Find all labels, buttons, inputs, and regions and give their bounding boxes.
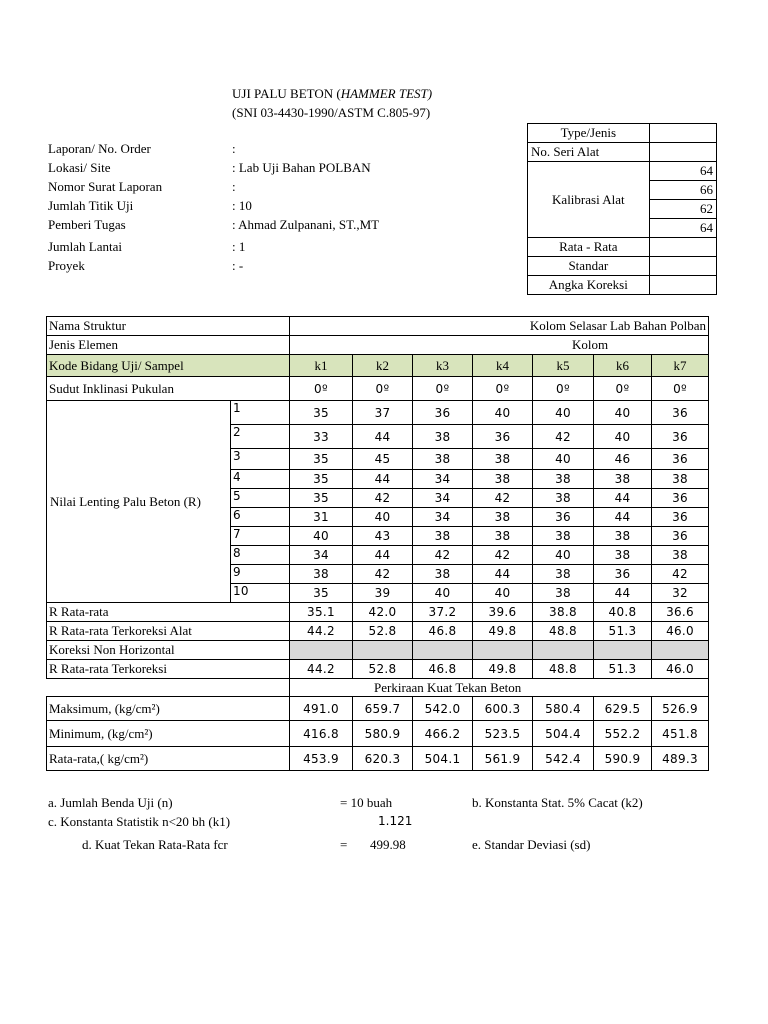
- element-value: Kolom: [290, 336, 709, 355]
- rebound-value: 38: [594, 527, 652, 546]
- struct-value: Kolom Selasar Lab Bahan Polban: [290, 317, 709, 336]
- non-horizontal-value: [413, 641, 473, 660]
- r-avg-value: 35.1: [290, 603, 353, 622]
- standard-value: [649, 257, 716, 276]
- reading-number: 3: [231, 449, 290, 470]
- sample-code: k2: [353, 355, 413, 377]
- k1-value: 1.121: [378, 814, 413, 828]
- rebound-value: 35: [290, 470, 353, 489]
- rebound-value: 40: [290, 527, 353, 546]
- min-strength-value: 580.9: [353, 721, 413, 747]
- rebound-value: 36: [652, 401, 709, 425]
- k2-label: b. Konstanta Stat. 5% Cacat (k2): [472, 795, 643, 810]
- angle-label: Sudut Inklinasi Pukulan: [47, 377, 290, 401]
- r-avg-corr-value: 46.0: [652, 660, 709, 679]
- report-title: [232, 86, 432, 102]
- rebound-value: 35: [290, 489, 353, 508]
- sample-code: k1: [290, 355, 353, 377]
- rebound-value: 46: [594, 449, 652, 470]
- rebound-value: 42: [413, 546, 473, 565]
- reading-number: 7: [231, 527, 290, 546]
- rebound-value: 36: [652, 489, 709, 508]
- rebound-value: 36: [652, 508, 709, 527]
- non-horizontal-value: [290, 641, 353, 660]
- rebound-value: 32: [652, 584, 709, 603]
- rebound-value: 36: [652, 449, 709, 470]
- correction-value: [649, 276, 716, 295]
- rebound-value: 38: [413, 565, 473, 584]
- reading-number: 8: [231, 546, 290, 565]
- table-row: [47, 747, 709, 771]
- rebound-value: 43: [353, 527, 413, 546]
- info-label-order: Laporan/ No. Order: [48, 141, 151, 156]
- info-label-site: Lokasi/ Site: [48, 160, 111, 175]
- min-strength-value: 504.4: [533, 721, 594, 747]
- mean-strength-value: 453.9: [290, 747, 353, 771]
- table-row: [47, 355, 709, 377]
- non-horizontal-value: [594, 641, 652, 660]
- r-avg-corr-label: R Rata-rata Terkoreksi: [47, 660, 290, 679]
- table-row: [47, 641, 709, 660]
- info-value-order: :: [232, 141, 236, 156]
- rebound-value: 38: [413, 527, 473, 546]
- estimate-header: Perkiraan Kuat Tekan Beton: [290, 679, 709, 697]
- rebound-value: 38: [413, 449, 473, 470]
- info-value-site: : Lab Uji Bahan POLBAN: [232, 160, 371, 175]
- std-dev-label: e. Standar Deviasi (sd): [472, 837, 591, 852]
- rebound-value: 31: [290, 508, 353, 527]
- rebound-value: 34: [413, 470, 473, 489]
- rebound-value: 42: [533, 425, 594, 449]
- rebound-value: 40: [353, 508, 413, 527]
- rebound-value: 38: [473, 527, 533, 546]
- rebound-value: 35: [290, 401, 353, 425]
- estimate-header-spacer: [47, 679, 290, 697]
- calibration-value: 64: [649, 162, 716, 181]
- max-strength-value: 600.3: [473, 697, 533, 721]
- fcr-label: d. Kuat Tekan Rata-Rata fcr: [82, 837, 228, 852]
- rebound-value: 40: [594, 401, 652, 425]
- table-row: [47, 603, 709, 622]
- table-row: [47, 721, 709, 747]
- rebound-value: 38: [652, 546, 709, 565]
- r-avg-corr-value: 51.3: [594, 660, 652, 679]
- rebound-value: 42: [652, 565, 709, 584]
- info-label-floors: Jumlah Lantai: [48, 239, 123, 254]
- rebound-value: 45: [353, 449, 413, 470]
- r-avg-corr-value: 48.8: [533, 660, 594, 679]
- rebound-value: 38: [594, 546, 652, 565]
- rebound-value: 35: [290, 449, 353, 470]
- reading-number: 1: [231, 401, 290, 425]
- rebound-value: 38: [652, 470, 709, 489]
- r-avg-value: 42.0: [353, 603, 413, 622]
- min-strength-value: 416.8: [290, 721, 353, 747]
- reading-number: 6: [231, 508, 290, 527]
- rebound-value: 39: [353, 584, 413, 603]
- sample-code: k4: [473, 355, 533, 377]
- reading-number: 2: [231, 425, 290, 449]
- rebound-value: 36: [533, 508, 594, 527]
- rebound-value: 36: [652, 527, 709, 546]
- rebound-value: 37: [353, 401, 413, 425]
- table-row: [47, 377, 709, 401]
- rebound-value: 44: [594, 489, 652, 508]
- rebound-value: 44: [353, 425, 413, 449]
- calibration-label: Kalibrasi Alat: [528, 162, 650, 238]
- rebound-value: 38: [473, 470, 533, 489]
- rebound-value: 34: [290, 546, 353, 565]
- reading-number: 5: [231, 489, 290, 508]
- sample-code: k7: [652, 355, 709, 377]
- rebound-value: 36: [473, 425, 533, 449]
- table-row: [47, 336, 709, 355]
- info-value-points: : 10: [232, 198, 252, 213]
- sample-code: k3: [413, 355, 473, 377]
- max-strength-value: 659.7: [353, 697, 413, 721]
- r-avg-corr-tool-value: 46.0: [652, 622, 709, 641]
- code-label: Kode Bidang Uji/ Sampel: [47, 355, 290, 377]
- max-strength-value: 629.5: [594, 697, 652, 721]
- info-label-project: Proyek: [48, 258, 85, 273]
- r-avg-corr-value: 44.2: [290, 660, 353, 679]
- r-avg-value: 39.6: [473, 603, 533, 622]
- rebound-value: 44: [353, 546, 413, 565]
- mean-strength-value: 561.9: [473, 747, 533, 771]
- element-label: Jenis Elemen: [47, 336, 290, 355]
- rebound-value: 44: [594, 508, 652, 527]
- min-strength-value: 451.8: [652, 721, 709, 747]
- calibration-value: 62: [649, 200, 716, 219]
- max-strength-value: 491.0: [290, 697, 353, 721]
- calibration-value: 66: [649, 181, 716, 200]
- info-value-assigner: : Ahmad Zulpanani, ST.,MT: [232, 217, 380, 232]
- r-avg-corr-value: 49.8: [473, 660, 533, 679]
- rebound-value: 38: [473, 508, 533, 527]
- min-strength-value: 466.2: [413, 721, 473, 747]
- average-label: Rata - Rata: [528, 238, 650, 257]
- mean-strength-label: Rata-rata,( kg/cm²): [47, 747, 290, 771]
- angle-value: 0º: [533, 377, 594, 401]
- angle-value: 0º: [473, 377, 533, 401]
- reading-number: 4: [231, 470, 290, 489]
- r-avg-corr-tool-value: 49.8: [473, 622, 533, 641]
- calibration-value: 64: [649, 219, 716, 238]
- serial-value: [649, 143, 716, 162]
- fcr-value: 499.98: [370, 837, 406, 852]
- max-strength-value: 526.9: [652, 697, 709, 721]
- rebound-value: 38: [533, 527, 594, 546]
- rebound-value: 44: [353, 470, 413, 489]
- table-row: [47, 317, 709, 336]
- rebound-value: 40: [533, 449, 594, 470]
- table-row: [47, 660, 709, 679]
- sample-count-value: = 10 buah: [340, 795, 393, 810]
- info-value-floors: : 1: [232, 239, 246, 254]
- r-avg-corr-value: 46.8: [413, 660, 473, 679]
- fcr-equals: =: [340, 837, 348, 852]
- non-horizontal-value: [473, 641, 533, 660]
- table-row: [47, 622, 709, 641]
- rebound-value: 38: [533, 565, 594, 584]
- angle-value: 0º: [413, 377, 473, 401]
- mean-strength-value: 542.4: [533, 747, 594, 771]
- reading-number: 10: [231, 584, 290, 603]
- non-horizontal-value: [652, 641, 709, 660]
- average-value: [649, 238, 716, 257]
- non-horizontal-value: [533, 641, 594, 660]
- r-avg-corr-tool-value: 48.8: [533, 622, 594, 641]
- angle-value: 0º: [353, 377, 413, 401]
- rebound-value: 34: [413, 508, 473, 527]
- info-value-letter: :: [232, 179, 236, 194]
- title-text: UJI PALU BETON (: [232, 86, 341, 101]
- r-avg-corr-tool-value: 44.2: [290, 622, 353, 641]
- mean-strength-value: 489.3: [652, 747, 709, 771]
- mean-strength-value: 620.3: [353, 747, 413, 771]
- mean-strength-value: 504.1: [413, 747, 473, 771]
- rebound-value: 38: [594, 470, 652, 489]
- info-label-assigner: Pemberi Tugas: [48, 217, 126, 232]
- rebound-value: 36: [413, 401, 473, 425]
- r-avg-corr-value: 52.8: [353, 660, 413, 679]
- rebound-value: 40: [413, 584, 473, 603]
- serial-label: No. Seri Alat: [528, 143, 650, 162]
- rebound-value: 40: [473, 401, 533, 425]
- rebound-value: 34: [413, 489, 473, 508]
- rebound-value: 40: [594, 425, 652, 449]
- table-row: [47, 697, 709, 721]
- standard-label: Standar: [528, 257, 650, 276]
- info-label-letter: Nomor Surat Laporan: [48, 179, 163, 194]
- calibration-box: [527, 123, 713, 295]
- type-label: Type/Jenis: [528, 124, 650, 143]
- rebound-value: 44: [594, 584, 652, 603]
- max-strength-value: 580.4: [533, 697, 594, 721]
- rebound-value: 44: [473, 565, 533, 584]
- r-avg-corr-tool-value: 46.8: [413, 622, 473, 641]
- r-avg-corr-tool-label: R Rata-rata Terkoreksi Alat: [47, 622, 290, 641]
- title-italic-text: HAMMER TEST): [340, 86, 433, 101]
- report-standard: (SNI 03-4430-1990/ASTM C.805-97): [232, 105, 431, 120]
- r-avg-value: 38.8: [533, 603, 594, 622]
- rebound-value: 38: [290, 565, 353, 584]
- mean-strength-value: 590.9: [594, 747, 652, 771]
- r-avg-label: R Rata-rata: [47, 603, 290, 622]
- rebound-value: 38: [533, 470, 594, 489]
- min-strength-label: Minimum, (kg/cm²): [47, 721, 290, 747]
- angle-value: 0º: [652, 377, 709, 401]
- sample-code: k5: [533, 355, 594, 377]
- r-avg-value: 37.2: [413, 603, 473, 622]
- rebound-value: 40: [473, 584, 533, 603]
- struct-label: Nama Struktur: [47, 317, 290, 336]
- max-strength-label: Maksimum, (kg/cm²): [47, 697, 290, 721]
- table-row: [47, 401, 709, 425]
- r-avg-value: 40.8: [594, 603, 652, 622]
- r-avg-value: 36.6: [652, 603, 709, 622]
- non-horizontal-value: [353, 641, 413, 660]
- rebound-value: 42: [473, 489, 533, 508]
- r-avg-corr-tool-value: 51.3: [594, 622, 652, 641]
- rebound-value: 36: [594, 565, 652, 584]
- reading-number: 9: [231, 565, 290, 584]
- hammer-test-table: [46, 316, 708, 771]
- table-row: [47, 679, 709, 697]
- r-avg-corr-tool-value: 52.8: [353, 622, 413, 641]
- rebound-value: 40: [533, 401, 594, 425]
- rebound-value: 38: [473, 449, 533, 470]
- correction-label: Angka Koreksi: [528, 276, 650, 295]
- rebound-value: 42: [473, 546, 533, 565]
- rebound-value: 35: [290, 584, 353, 603]
- angle-value: 0º: [290, 377, 353, 401]
- max-strength-value: 542.0: [413, 697, 473, 721]
- sample-code: k6: [594, 355, 652, 377]
- non-horizontal-label: Koreksi Non Horizontal: [47, 641, 290, 660]
- k1-label: c. Konstanta Statistik n<20 bh (k1): [48, 814, 231, 829]
- sample-count-label: a. Jumlah Benda Uji (n): [48, 795, 173, 810]
- info-label-points: Jumlah Titik Uji: [48, 198, 134, 213]
- angle-value: 0º: [594, 377, 652, 401]
- rebound-value: 38: [533, 584, 594, 603]
- info-value-project: : -: [232, 258, 244, 273]
- rebound-value: 40: [533, 546, 594, 565]
- rebound-label: Nilai Lenting Palu Beton (R): [47, 401, 231, 603]
- rebound-value: 38: [413, 425, 473, 449]
- rebound-value: 42: [353, 565, 413, 584]
- rebound-value: 33: [290, 425, 353, 449]
- min-strength-value: 523.5: [473, 721, 533, 747]
- type-value: [649, 124, 716, 143]
- rebound-value: 38: [533, 489, 594, 508]
- rebound-value: 42: [353, 489, 413, 508]
- rebound-value: 36: [652, 425, 709, 449]
- min-strength-value: 552.2: [594, 721, 652, 747]
